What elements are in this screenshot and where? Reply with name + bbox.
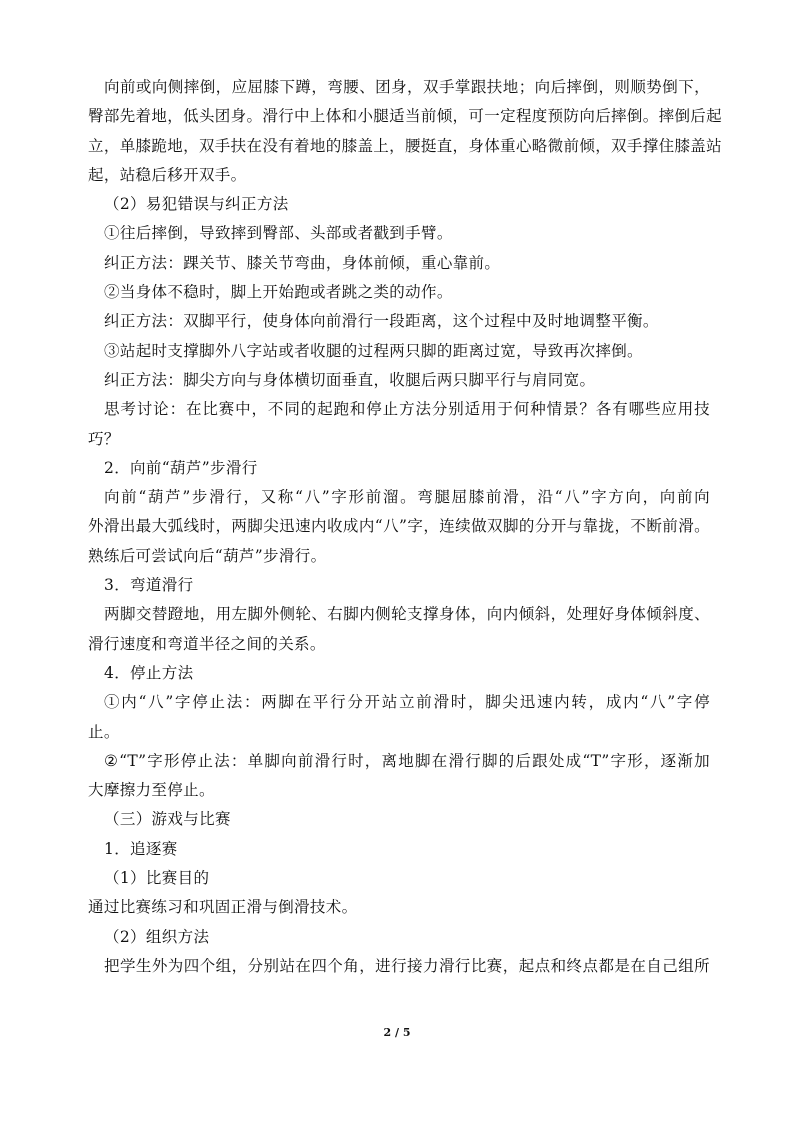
paragraph-line: 立，单膝跪地，双手扶在没有着地的膝盖上，腰挺直，身体重心略微前倾，双手撑住膝盖站: [88, 136, 723, 155]
paragraph-line: 纠正方法：双脚平行，使身体向前滑行一段距离，这个过程中及时地调整平衡。: [104, 312, 659, 331]
section-heading: （2）易犯错误与纠正方法: [104, 195, 289, 214]
paragraph-line: 两脚交替蹬地，用左脚外侧轮、右脚内侧轮支撑身体，向内倾斜，处理好身体倾斜度、: [104, 605, 710, 624]
paragraph-line: 思考讨论：在比赛中，不同的起跑和停止方法分别适用于何种情景？各有哪些应用技: [104, 400, 710, 419]
paragraph-line: ①往后摔倒，导致摔到臀部、头部或者戳到手臂。: [104, 224, 453, 243]
paragraph-line: 把学生外为四个组，分别站在四个角，进行接力滑行比赛，起点和终点都是在自己组所: [104, 956, 710, 975]
section-heading: 1．追逐赛: [104, 839, 178, 858]
paragraph-line: 臀部先着地，低头团身。滑行中上体和小腿适当前倾，可一定程度预防向后摔倒。摔倒后起: [88, 107, 723, 126]
paragraph-line: ③站起时支撑脚外八字站或者收腿的过程两只脚的距离过宽，导致再次摔倒。: [104, 341, 643, 360]
paragraph-line: 巧？: [88, 429, 120, 448]
paragraph-line: 纠正方法：踝关节、膝关节弯曲，身体前倾，重心靠前。: [104, 253, 501, 272]
paragraph-line: 大摩擦力至停止。: [88, 781, 215, 800]
paragraph-line: 向前或向侧摔倒，应屈膝下蹲，弯腰、团身，双手掌跟扶地；向后摔倒，则顺势倒下，: [104, 78, 710, 96]
body-text: [88, 73, 723, 981]
paragraph-line: ②当身体不稳时，脚上开始跑或者跳之类的动作。: [104, 283, 453, 302]
paragraph-line: 滑行速度和弯道半径之间的关系。: [88, 634, 326, 653]
section-heading: （1）比赛目的: [104, 869, 210, 888]
paragraph-line: 纠正方法：脚尖方向与身体横切面垂直，收腿后两只脚平行与肩同宽。: [104, 370, 596, 389]
page-number: 2 / 5: [383, 1026, 411, 1039]
section-heading: 4．停止方法: [104, 663, 194, 682]
paragraph-line: 熟练后可尝试向后“葫芦”步滑行。: [88, 546, 327, 565]
paragraph-line: 通过比赛练习和巩固正滑与倒滑技术。: [88, 898, 358, 917]
paragraph-line: ①内“八”字停止法：两脚在平行分开站立前滑时，脚尖迅速内转，成内“八”字停: [104, 693, 710, 712]
section-heading: （三）游戏与比赛: [104, 810, 231, 829]
paragraph-line: 外滑出最大弧线时，两脚尖迅速内收成内“八”字，连续做双脚的分开与靠拢，不断前滑。: [88, 517, 710, 536]
paragraph-line: ②“T”字形停止法：单脚向前滑行时，离地脚在滑行脚的后跟处成“T”字形，逐渐加: [104, 751, 710, 770]
paragraph-line: 止。: [88, 722, 120, 741]
section-heading: 3．弯道滑行: [104, 576, 194, 595]
paragraph-line: 起，站稳后移开双手。: [88, 165, 247, 184]
section-heading: 2．向前“葫芦”步滑行: [104, 458, 258, 477]
section-heading: （2）组织方法: [104, 927, 210, 946]
paragraph-line: 向前“葫芦”步滑行，又称“八”字形前溜。弯腿屈膝前滑，沿“八”字方向，向前向: [104, 488, 710, 507]
